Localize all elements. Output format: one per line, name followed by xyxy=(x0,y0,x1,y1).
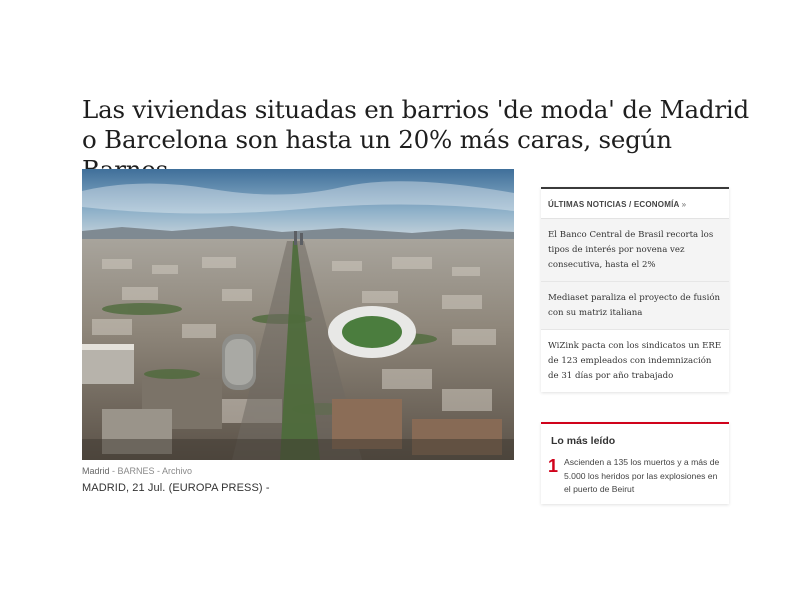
caption-credit: - BARNES - Archivo xyxy=(109,466,193,476)
latest-news-item[interactable]: Mediaset paraliza el proyecto de fusión con su matriz italiana xyxy=(541,282,729,330)
article-dateline: MADRID, 21 Jul. (EUROPA PRESS) - xyxy=(82,482,270,494)
caption-place: Madrid xyxy=(82,466,110,476)
most-read-title: Lo más leído xyxy=(551,435,616,447)
photo-caption xyxy=(82,466,192,476)
latest-news-box xyxy=(541,187,729,392)
most-read-box xyxy=(541,422,729,504)
article-headline: Las viviendas situadas en barrios 'de moda' de Madrid o Barcelona son hasta un 20% más caras, según xyxy=(82,95,750,154)
most-read-item[interactable] xyxy=(541,453,729,497)
latest-news-header[interactable] xyxy=(541,189,729,219)
latest-news-item[interactable]: El Banco Central de Brasil recorta los tipos de interés por novena vez consecutiva, hasta el 2% xyxy=(541,219,729,282)
article-photo xyxy=(82,169,514,460)
latest-news-item[interactable]: WiZink pacta con los sindicatos un ERE de 123 empleados con indemnización de 31 días por año trabajado xyxy=(548,341,722,381)
latest-news-title: ÚLTIMAS NOTICIAS / ECONOMÍA xyxy=(548,200,680,209)
chevron-right-icon: » xyxy=(681,200,687,209)
most-read-item-title: Ascienden a 135 los muertos y a más de 5.000 los heridos por las explosiones en el puerto de Beirut xyxy=(564,457,720,494)
most-read-rank: 1 xyxy=(548,456,559,476)
